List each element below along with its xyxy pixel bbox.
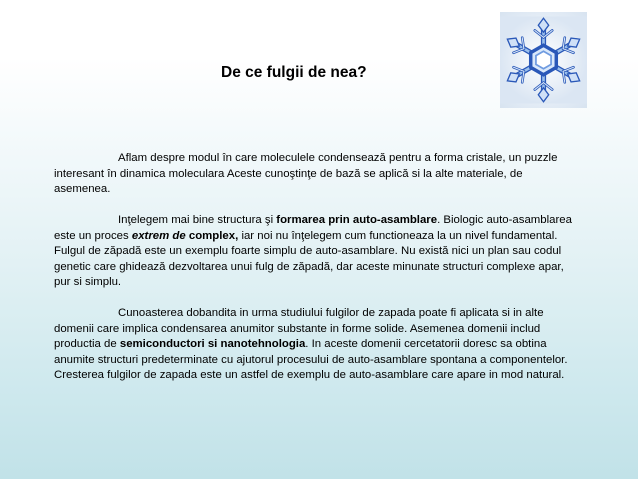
- emphasis-text: extrem de: [131, 229, 186, 242]
- text-segment: . Biologic auto-asamblarea este un proces: [54, 214, 572, 242]
- paragraph: [54, 213, 574, 291]
- emphasis-text: complex,: [188, 229, 239, 242]
- emphasis-text: semiconductori si nanotehnologia: [119, 338, 306, 350]
- slide-title: De ce fulgii de nea?: [221, 64, 367, 81]
- paragraph: [54, 306, 574, 384]
- text-segment: Cunoasterea dobandita in urma studiului fulgilor de zapada poate fi aplicata si in alte domenii care implica condensarea anumitor substante in forme solide. Asemenea domenii includ productia de: [54, 307, 544, 350]
- text-segment: Aflam despre modul în care moleculele condensează pentru a forma cristale, un puzzle interesant în dinamica moleculara Aceste cunoştinţe de bază se aplică si la alte materiale, de asemenea.: [54, 152, 558, 195]
- emphasis-text: formarea prin auto-asamblare: [276, 214, 438, 226]
- snowflake-image: [500, 12, 587, 108]
- body-text: [54, 151, 574, 399]
- text-segment: iar noi nu înţelegem cum functioneaza la un nivel fundamental. Fulgul de zăpadă este un exemplu foarte simplu de auto-asamblare. Nu există nici un plan sau codul genetic care ghidează dezvoltarea unui fulg de zăpadă, dar aceste minunate structuri complexe apar, pur si simplu.: [54, 229, 564, 288]
- snowflake-icon: [500, 12, 587, 108]
- paragraph: [54, 151, 574, 198]
- text-segment: Inţelegem mai bine structura şi: [118, 214, 277, 226]
- text-segment: . In aceste domenii cercetatorii doresc sa obtina anumite structuri predeterminate cu ajutorul procesului de auto-asamblare spontana a componentelor. Cresterea fulgilor de zapada este un astfel de exemplu de auto-asamblare care apare in mod natural.: [54, 338, 568, 381]
